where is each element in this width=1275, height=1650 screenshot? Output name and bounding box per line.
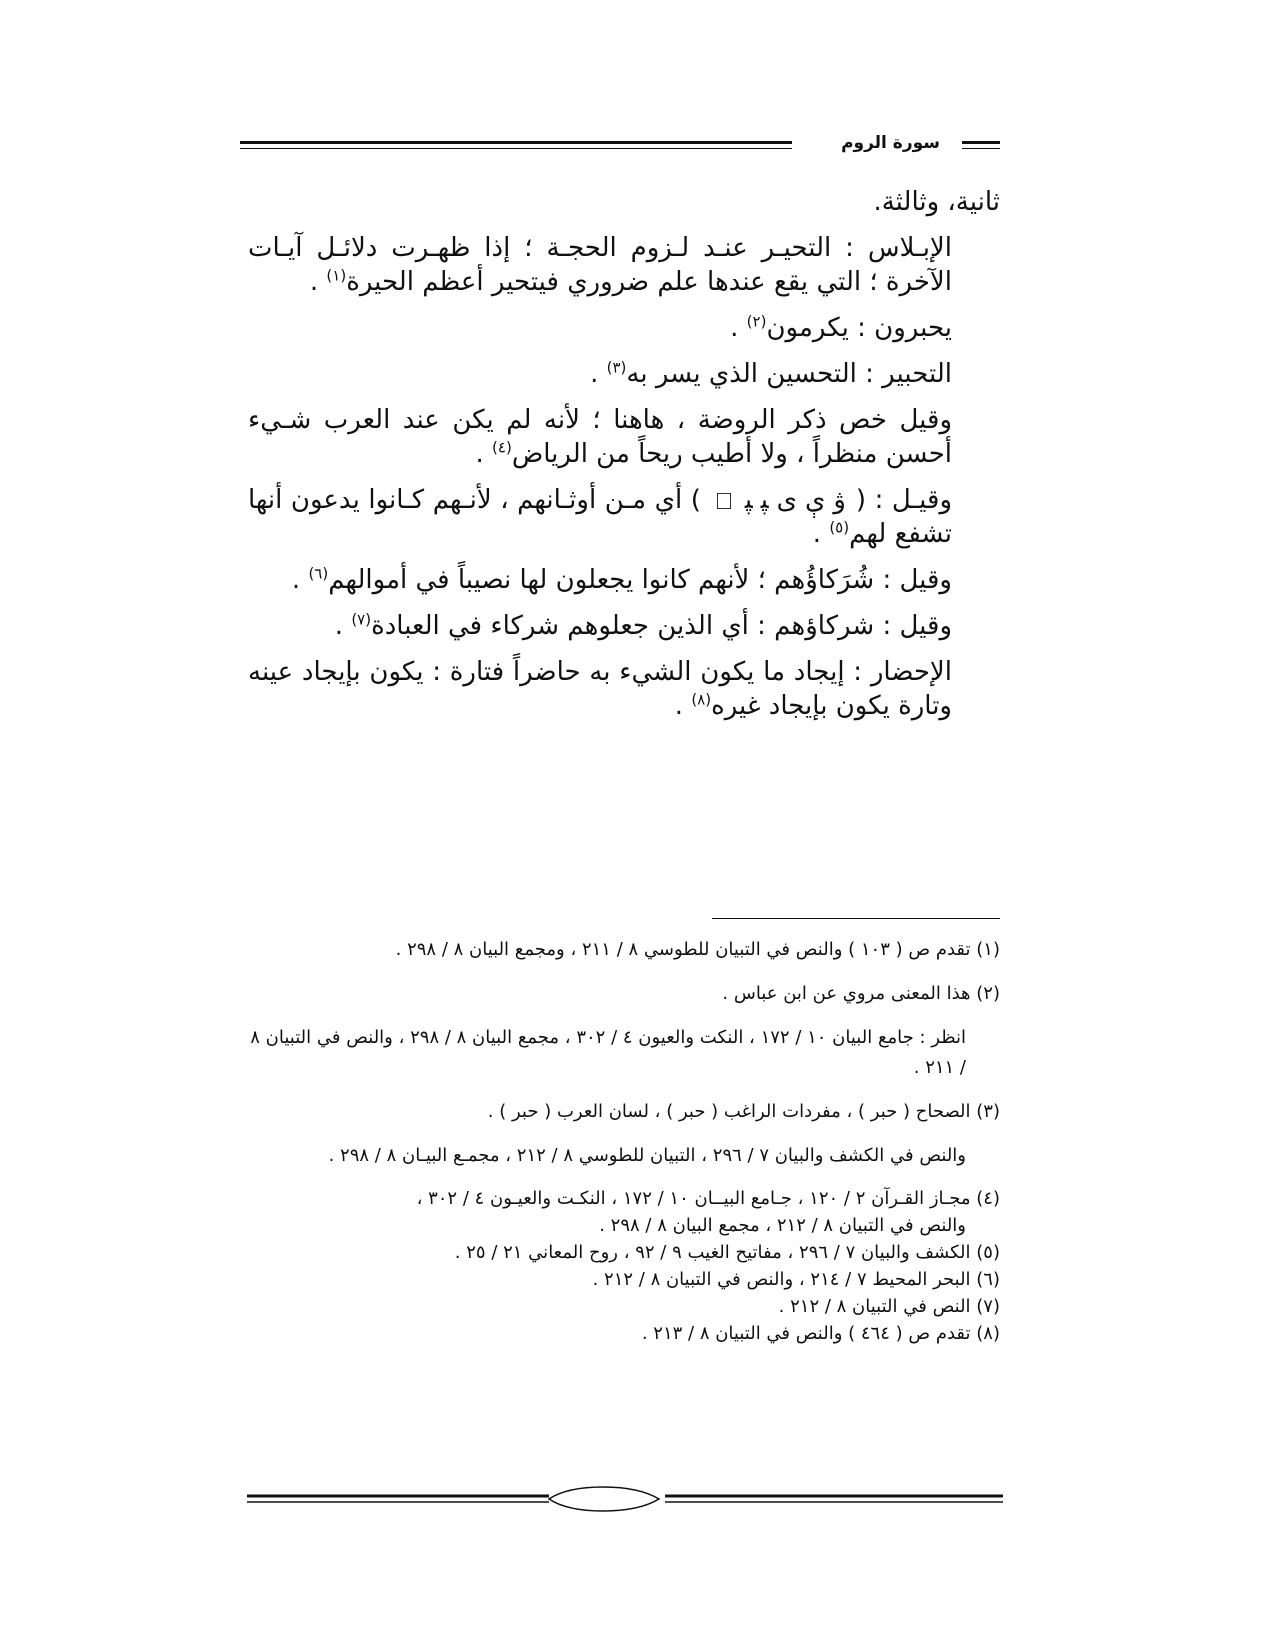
paragraph-7-end: . xyxy=(291,565,309,595)
paragraph-1 xyxy=(248,185,1000,219)
surah-title: سورة الروم xyxy=(841,133,940,153)
quran-verse-glyphs xyxy=(707,483,850,517)
footnote-5: (٥) الكشف والبيان ٧ / ٢٩٦ ، مفاتيح الغيب ٩ / ٩٢ ، روح المعاني ٢١ / ٢٥ . xyxy=(454,1242,1000,1263)
main-text xyxy=(248,185,1000,735)
footnote-ref-5[interactable]: (٥) xyxy=(829,518,850,537)
paragraph-6-end: . xyxy=(812,519,830,549)
header-rule-right-top xyxy=(962,141,1000,144)
footnote-ref-8[interactable]: (٨) xyxy=(691,690,712,709)
footnote-8: (٨) تقدم ص ( ٤٦٤ ) والنص في التبيان ٨ / ٢١٣ . xyxy=(641,1323,1000,1344)
footnote-3: (٣) الصحاح ( حبر ) ، مفردات الراغب ( حبر ) ، لسان العرب ( حبر ) . xyxy=(487,1101,1000,1122)
paragraph-8-text: وقيل : شركاؤهم : أي الذين جعلوهم شركاء في العبادة xyxy=(371,611,952,641)
verse-glyph-3: ى xyxy=(776,485,797,515)
paragraph-9-end: . xyxy=(674,691,692,721)
footnote-separator xyxy=(712,918,1000,919)
paragraph-6-text: أي مـن أوثـانهم ، لأنـهم كـانوا يدعون أنها تشفع لهم xyxy=(248,485,952,549)
footnotes xyxy=(248,935,1000,1347)
header-rule-left-bottom xyxy=(240,148,792,149)
paragraph-6-prefix: وقيـل : xyxy=(874,485,953,515)
footnote-2-continuation: انظر : جامع البيان ١٠ / ١٧٢ ، النكت والعيون ٤ / ٣٠٢ ، مجمع البيان ٨ / ٢٩٨ ، والنص في التبيان ٨ / ٢١١ . xyxy=(250,1027,966,1078)
footnote-ref-6[interactable]: (٦) xyxy=(308,564,329,583)
footnote-ref-7[interactable]: (٧) xyxy=(351,610,372,629)
footnote-6: (٦) البحر المحيط ٧ / ٢١٤ ، والنص في التبيان ٨ / ٢١٢ . xyxy=(592,1269,1000,1290)
footnote-ref-3[interactable]: (٣) xyxy=(606,358,627,377)
footnote-4: (٤) مجـاز القـرآن ٢ / ١٢٠ ، جـامع البيــان ١٠ / ١٧٢ ، النكـت والعيـون ٤ / ٣٠٢ ، xyxy=(416,1188,1000,1209)
paragraph-3-end: . xyxy=(730,313,747,343)
paragraph-8-end: . xyxy=(334,611,352,641)
footnote-ref-2[interactable]: (٢) xyxy=(746,312,767,331)
footnote-7: (٧) النص في التبيان ٨ / ٢١٢ . xyxy=(778,1296,1000,1317)
paragraph-7-text: وقيل : شُرَكاؤُهم ؛ لأنهم كانوا يجعلون لها نصيباً في أموالهم xyxy=(328,565,952,595)
verse-glyph-1: ۋ xyxy=(833,485,846,515)
paragraph-3-text: يحبرون : يكرمون xyxy=(766,313,952,343)
verse-close-paren: ) xyxy=(690,485,701,515)
paragraph-6 xyxy=(248,483,1000,551)
paragraph-8 xyxy=(248,609,1000,643)
footnote-4-continuation: والنص في التبيان ٨ / ٢١٢ ، مجمع البيان ٨ / ٢٩٨ . xyxy=(599,1215,966,1236)
verse-glyph-4: ﭙ xyxy=(760,485,769,515)
footnote-1: (١) تقدم ص ( ١٠٣ ) والنص في التبيان للطوسي ٨ / ٢١١ ، ومجمع البيان ٨ / ٢٩٨ . xyxy=(395,939,1000,960)
paragraph-5 xyxy=(248,403,1000,471)
verse-glyph-2: ې xyxy=(804,485,826,515)
paragraph-5-text: وقيل خص ذكر الروضة ، هاهنا ؛ لأنه لم يكن عند العرب شـيء أحسن منظراً ، ولا أطيب ريحاً من الرياض xyxy=(248,405,952,469)
paragraph-5-end: . xyxy=(475,439,493,469)
header-rule-left-top xyxy=(240,141,792,144)
paragraph-2-end: . xyxy=(309,267,327,297)
paragraph-9 xyxy=(248,655,1000,723)
paragraph-4-end: . xyxy=(590,359,607,389)
page-number-ornament xyxy=(247,1484,1003,1514)
paragraph-9-text: الإحضار : إيجاد ما يكون الشيء به حاضراً فتارة : يكون بإيجاد عينه وتارة يكون بإيجاد غيره xyxy=(248,657,952,721)
ornament-oval xyxy=(549,1487,659,1511)
footnotes-compact xyxy=(248,1185,1000,1347)
paragraph-7 xyxy=(248,563,1000,597)
header-rule-right-bottom xyxy=(962,148,1000,149)
footnote-2: (٢) هذا المعنى مروي عن ابن عباس . xyxy=(722,983,1000,1004)
page-header xyxy=(250,133,1000,159)
verse-open-paren: ( xyxy=(855,485,867,515)
missing-glyph-box-icon xyxy=(717,493,731,509)
verse-glyph-5: ﭙ xyxy=(744,485,753,515)
paragraph-3 xyxy=(248,311,1000,345)
footnote-ref-4[interactable]: (٤) xyxy=(492,438,512,457)
paragraph-4-text: التحبير : التحسين الذي يسر به xyxy=(626,359,952,389)
paragraph-4 xyxy=(248,357,1000,391)
footnote-3-continuation: والنص في الكشف والبيان ٧ / ٢٩٦ ، التبيان للطوسي ٨ / ٢١٢ ، مجمـع البيـان ٨ / ٢٩٨ . xyxy=(328,1145,966,1166)
paragraph-1-text: ثانية، وثالثة. xyxy=(873,187,1000,217)
paragraph-2 xyxy=(248,231,1000,299)
footnote-ref-1[interactable]: (١) xyxy=(326,266,347,285)
paragraph-2-text: الإبـلاس : التحيـر عنـد لـزوم الحجـة ؛ إذا ظهـرت دلائـل آيـات الآخرة ؛ التي يقع عندها علم ضروري فيتحير أعظم الحيرة xyxy=(248,233,952,297)
